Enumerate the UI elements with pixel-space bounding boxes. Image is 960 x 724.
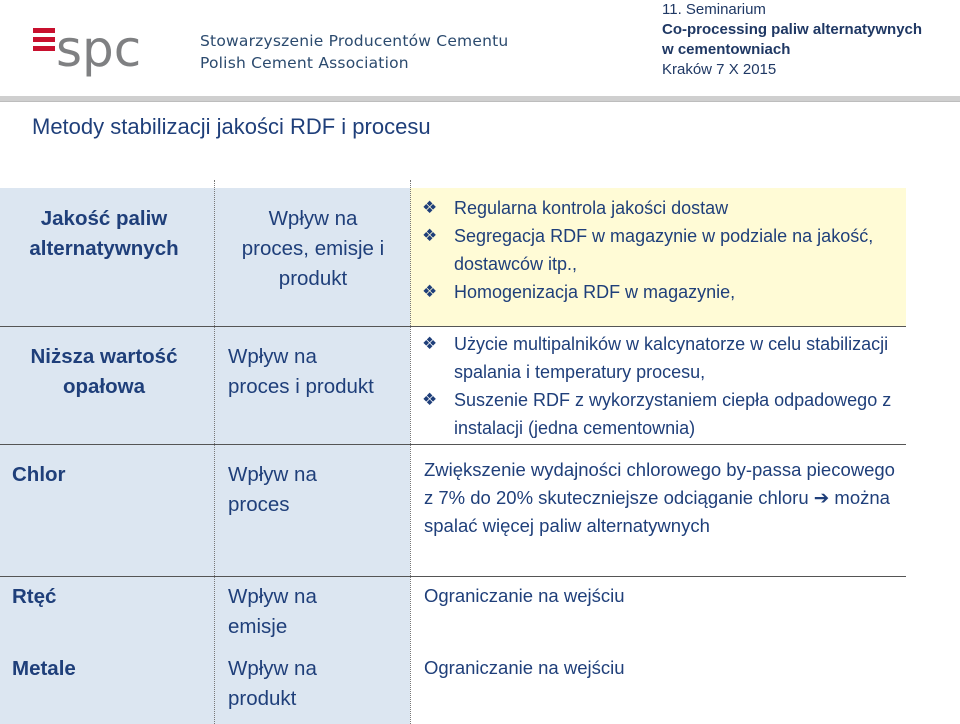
event-line-2: Co-processing paliw alternatywnych <box>662 21 923 38</box>
metals-method-text: Ograniczanie na wejściu <box>424 657 625 678</box>
mercury-method-text: Ograniczanie na wejściu <box>424 585 625 606</box>
impact-line: Wpływ na <box>228 463 317 486</box>
header-divider <box>0 96 960 102</box>
row-quality-category <box>0 188 214 326</box>
row-metals-methods <box>410 646 906 724</box>
row-metals-impact <box>214 646 410 724</box>
impact-line: Wpływ na <box>228 657 317 680</box>
methods-table <box>0 180 960 724</box>
list-item: ❖ Suszenie RDF z wykorzystaniem ciepła odpadowego z instalacji (jedna cementownia) <box>422 386 900 442</box>
table-row <box>0 326 960 444</box>
logo-text: spc <box>56 20 142 78</box>
arrow-right-icon: ➔ <box>813 487 830 508</box>
impact-line: produkt <box>278 267 348 290</box>
diamond-bullet-icon: ❖ <box>422 226 438 245</box>
impact-line: produkt <box>228 687 297 710</box>
category-line: opałowa <box>62 375 145 398</box>
category-line: Rtęć <box>12 585 57 608</box>
row-divider <box>0 444 906 445</box>
list-item: ❖ Homogenizacja RDF w magazynie, <box>422 278 900 306</box>
list-item: ❖ Użycie multipalników w kalcynatorze w celu stabilizacji spalania i temperatury procesu, <box>422 330 900 386</box>
row-metals-category <box>0 646 214 724</box>
association-name <box>200 30 508 74</box>
row-calorific-methods <box>410 326 906 444</box>
row-mercury-category <box>0 576 214 646</box>
event-line-3: w cementowniach <box>662 41 791 58</box>
impact-line: proces, emisje i <box>241 237 385 260</box>
impact-line: proces <box>228 493 290 516</box>
row-quality-impact <box>214 188 410 326</box>
event-info <box>662 0 922 80</box>
table-row <box>0 188 960 326</box>
impact-line: Wpływ na <box>228 585 317 608</box>
category-line: Metale <box>12 657 76 680</box>
list-item: ❖ Regularna kontrola jakości dostaw <box>422 194 900 222</box>
row-quality-methods <box>410 188 906 326</box>
category-line: Jakość paliw <box>40 207 168 230</box>
association-name-pl: Stowarzyszenie Producentów Cementu <box>200 32 509 50</box>
list-item: ❖ Segregacja RDF w magazynie w podziale na jakość, dostawców itp., <box>422 222 900 278</box>
impact-line: emisje <box>228 615 288 638</box>
row-calorific-impact <box>214 326 410 444</box>
diamond-bullet-icon: ❖ <box>422 334 438 353</box>
impact-line: proces i produkt <box>228 375 374 398</box>
event-line-4: Kraków 7 X 2015 <box>662 61 777 78</box>
row-mercury-impact <box>214 576 410 646</box>
diamond-bullet-icon: ❖ <box>422 198 438 217</box>
category-line: Chlor <box>12 463 66 486</box>
column-divider <box>214 180 216 724</box>
table-row <box>0 444 960 576</box>
row-calorific-category <box>0 326 214 444</box>
table-row <box>0 576 960 646</box>
diamond-bullet-icon: ❖ <box>422 390 438 409</box>
row-chlorine-category <box>0 444 214 576</box>
chlorine-method-text: Zwiększenie wydajności chlorowego by-passa piecowego z 7% do 20% skuteczniejsze odciąganie chloru ➔ można spalać więcej paliw alternatywnych <box>424 459 895 536</box>
diamond-bullet-icon: ❖ <box>422 282 438 301</box>
category-line: alternatywnych <box>29 237 179 260</box>
event-line-1: 11. Seminarium <box>662 1 766 18</box>
association-name-en: Polish Cement Association <box>200 54 409 72</box>
row-chlorine-methods <box>410 444 906 576</box>
row-chlorine-impact <box>214 444 410 576</box>
table-row <box>0 646 960 724</box>
spc-logo <box>30 18 170 84</box>
impact-line: Wpływ na <box>268 207 358 230</box>
row-mercury-methods <box>410 576 906 646</box>
slide-title: Metody stabilizacji jakości RDF i procesu <box>32 114 431 139</box>
category-line: Niższa wartość <box>30 345 178 368</box>
row-divider <box>0 576 906 577</box>
row-divider <box>0 326 906 327</box>
impact-line: Wpływ na <box>228 345 317 368</box>
column-divider <box>410 180 412 724</box>
